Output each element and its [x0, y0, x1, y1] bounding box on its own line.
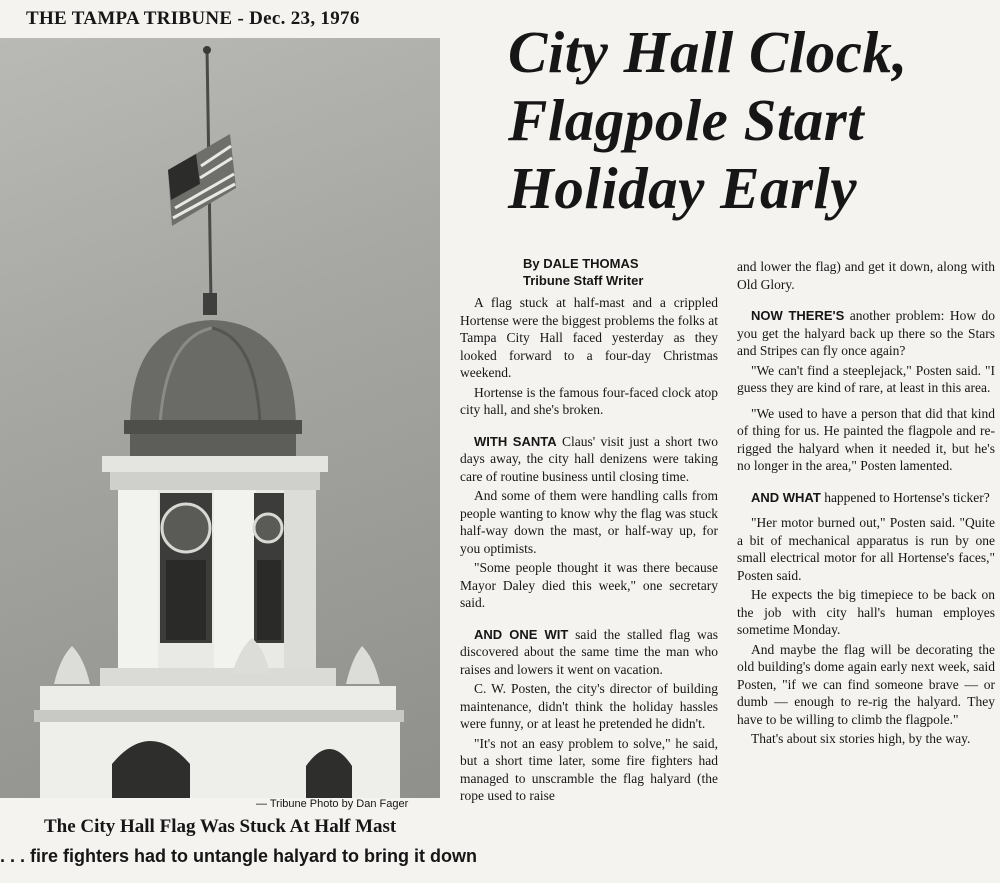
photo-caption-title: The City Hall Flag Was Stuck At Half Mast [44, 816, 397, 837]
paragraph-lead: WITH SANTA [474, 433, 557, 449]
paragraph: Hortense is the famous four-faced clock atop city hall, and she's broken. [460, 384, 718, 417]
paragraph: NOW THERE'S another problem: How do you get the halyard back up there so the Stars and Stripes can fly once again? [737, 308, 996, 358]
clock-tower-illustration [0, 38, 440, 798]
paragraph: AND WHAT happened to Hortense's ticker? [751, 489, 990, 505]
paragraph: "Some people thought it was there because Mayor Daley died this week," one secretary said. [460, 560, 718, 610]
byline-author: By DALE THOMAS [523, 256, 639, 271]
masthead: THE TAMPA TRIBUNE - Dec. 23, 1976 [26, 8, 360, 29]
paragraph: A flag stuck at half-mast and a crippled Hortense were the biggest problems the folks at Tampa City Hall faced yesterday as they looked forward to a four-day Christmas weekend. [460, 295, 718, 380]
paragraph: And some of them were handling calls from people wanting to know why the flag was stuck half-way down the mast, or half-way up, for you optimists. [460, 488, 718, 556]
photo-caption-subtitle: . . . fire fighters had to untangle halyard to bring it down [0, 846, 478, 866]
headline-line-1: City Hall Clock, [508, 19, 908, 85]
paragraph: C. W. Posten, the city's director of building maintenance, didn't think the holiday hassles were funny, or at least he pretended he didn't. [460, 681, 718, 731]
paragraph: He expects the big timepiece to be back on the job with city hall's human employes sometime Monday. [737, 587, 995, 637]
paragraph: "We used to have a person that did that kind of thing for us. He painted the flagpole and re-rigged the halyard when it needed it, but he's no longer in the area," Posten lamented. [737, 405, 995, 473]
article-column-1 [460, 294, 718, 807]
byline [523, 255, 643, 289]
paragraph: and lower the flag) and get it down, along with Old Glory. [737, 259, 995, 292]
paragraph: That's about six stories high, by the way. [751, 731, 971, 746]
headline-line-2: Flagpole Start [508, 87, 865, 153]
paragraph: "We can't find a steeplejack," Posten said. "I guess they are kind of rare, at least in this area. [737, 362, 995, 395]
headline-line-3: Holiday Early [508, 155, 858, 221]
paragraph-lead: AND WHAT [751, 489, 821, 505]
paragraph: AND ONE WIT said the stalled flag was discovered about the same time the man who raises and lowers it went on vacation. [460, 626, 718, 677]
flag-icon [168, 134, 236, 226]
article-column-2 [737, 258, 995, 750]
paragraph: "Her motor burned out," Posten said. "Quite a bit of mechanical apparatus is run by one small electrical motor for all Hortense's faces," Posten said. [737, 515, 995, 583]
byline-role: Tribune Staff Writer [523, 273, 644, 288]
paragraph-lead: AND ONE WIT [474, 626, 569, 642]
paragraph: And maybe the flag will be decorating the old building's dome again early next week, said Posten, "if we can find someone brave — or dumb — enough to re-rig the halyard. They have to be willing to climb the flagpole." [737, 641, 995, 727]
headline [508, 18, 908, 222]
city-hall-photo [0, 38, 440, 798]
photo-credit: — Tribune Photo by Dan Fager [256, 798, 409, 810]
paragraph: WITH SANTA Claus' visit just a short two days away, the city hall denizens were taking care of routine business until closing time. [460, 433, 718, 484]
paragraph: "It's not an easy problem to solve," he said, but a short time later, some fire fighters had managed to unscramble the flag halyard (the rope used to raise [460, 735, 718, 803]
paragraph-lead: NOW THERE'S [751, 308, 845, 323]
